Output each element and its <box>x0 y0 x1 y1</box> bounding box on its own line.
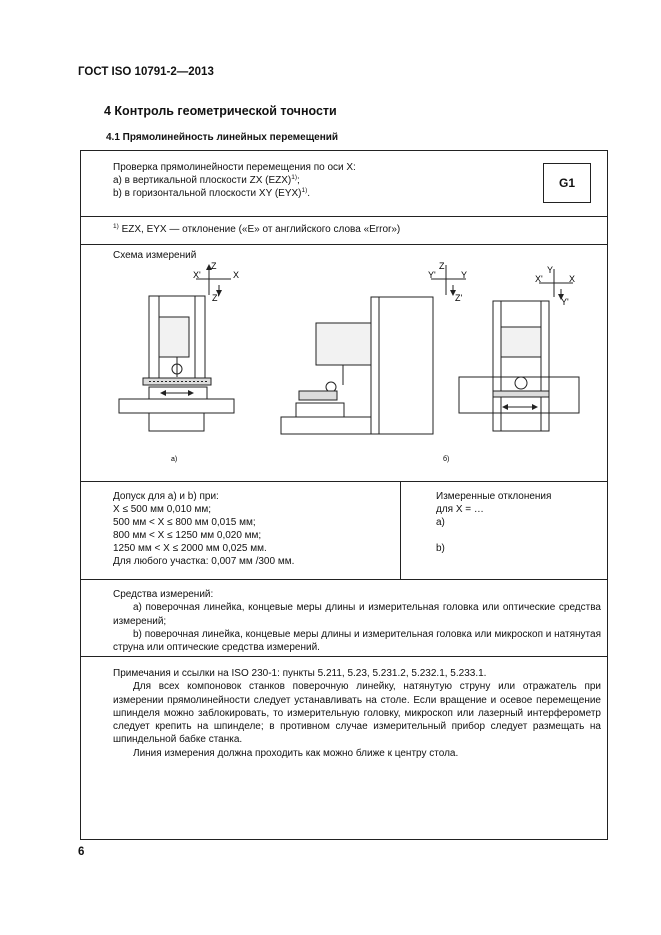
axis-label: Z <box>439 261 445 271</box>
caption-b: б) <box>443 456 450 463</box>
axis-label: X' <box>193 270 201 280</box>
measured-for-x: для X = … <box>436 504 484 515</box>
axis-label: X' <box>535 274 543 284</box>
measured-a: а) <box>436 517 445 528</box>
table-divider <box>81 481 607 482</box>
subsection-title: 4.1 Прямолинейность линейных перемещений <box>106 132 339 143</box>
machine-b2-drawing <box>459 301 579 431</box>
axis-label: X <box>233 270 240 280</box>
axis-label: Z' <box>455 293 463 303</box>
tolerance-line: X ≤ 500 мм 0,010 мм; <box>113 504 212 515</box>
tolerance-line: 800 мм < X ≤ 1250 мм 0,020 мм; <box>113 530 262 541</box>
axis-label: Z <box>211 261 217 271</box>
machine-a-drawing <box>119 296 234 431</box>
footnote: $^{1)}$ EZX, EYX — отклонение («E» от английского слова «Error») <box>113 223 401 235</box>
test-item-b: b) в горизонтальной плоскости XY (EYX)$^{1)}$. <box>113 187 311 199</box>
instruments-block <box>113 588 601 654</box>
instruments-a: а) поверочная линейка, концевые меры длины и измерительная головка или оптические средства измерений; <box>113 602 601 627</box>
test-intro: Проверка прямолинейности перемещения по оси X: <box>113 162 356 173</box>
test-table <box>80 150 608 840</box>
measurement-diagram <box>81 245 607 481</box>
axis-label: Y <box>547 265 554 275</box>
diagram-title: Схема измерений <box>113 250 197 261</box>
axis-label: Y <box>461 270 468 280</box>
axis-label: Z' <box>212 293 220 303</box>
table-divider <box>81 216 607 217</box>
instruments-b: b) поверочная линейка, концевые меры длины и измерительная головка или микроскоп и натянутая струна или оптические средства измерений. <box>113 628 601 654</box>
test-item-a: а) в вертикальной плоскости ZX (EZX)$^{1)}$; <box>113 174 300 186</box>
test-code-box: G1 <box>543 163 591 203</box>
measured-title: Измеренные отклонения <box>436 491 552 502</box>
document-header: ГОСТ ISO 10791-2—2013 <box>78 66 214 78</box>
section-title: 4 Контроль геометрической точности <box>104 104 337 118</box>
caption-a: а) <box>171 456 178 463</box>
tolerance-line: Для любого участка: 0,007 мм /300 мм. <box>113 556 295 567</box>
axis-label: Y' <box>428 270 436 280</box>
notes-mounting: Для всех компоновок станков поверочную линейку, натянутую струну или отражатель при измерении прямолинейности следует устанавливать на столе. Если вращение и осевое перемещение шпинделя можно заблокировать, то измерительную головку, микроскоп или лазерный интерферометр следует крепить на шпинделе; в противном случае измерительный прибор следует размещать на шпиндельной бабке станка. <box>113 681 601 746</box>
axes-b2 <box>539 269 576 299</box>
table-divider <box>400 481 401 579</box>
machine-b1-drawing <box>281 297 433 434</box>
table-divider <box>81 579 607 580</box>
notes-measurement-line: Линия измерения должна проходить как можно ближе к центру стола. <box>133 747 459 759</box>
page-number: 6 <box>78 846 85 858</box>
tolerance-line: 500 мм < X ≤ 800 мм 0,015 мм; <box>113 517 256 528</box>
notes-block <box>113 667 601 760</box>
measured-b: b) <box>436 543 445 554</box>
table-divider <box>81 656 607 657</box>
instruments-title: Средства измерений: <box>113 589 214 600</box>
axis-label: X <box>569 274 576 284</box>
notes-references: Примечания и ссылки на ISO 230-1: пункты 5.211, 5.23, 5.231.2, 5.232.1, 5.233.1. <box>113 668 487 679</box>
axis-label: Y' <box>561 297 569 307</box>
tolerance-title: Допуск для а) и b) при: <box>113 491 219 502</box>
tolerance-line: 1250 мм < X ≤ 2000 мм 0,025 мм. <box>113 543 267 554</box>
